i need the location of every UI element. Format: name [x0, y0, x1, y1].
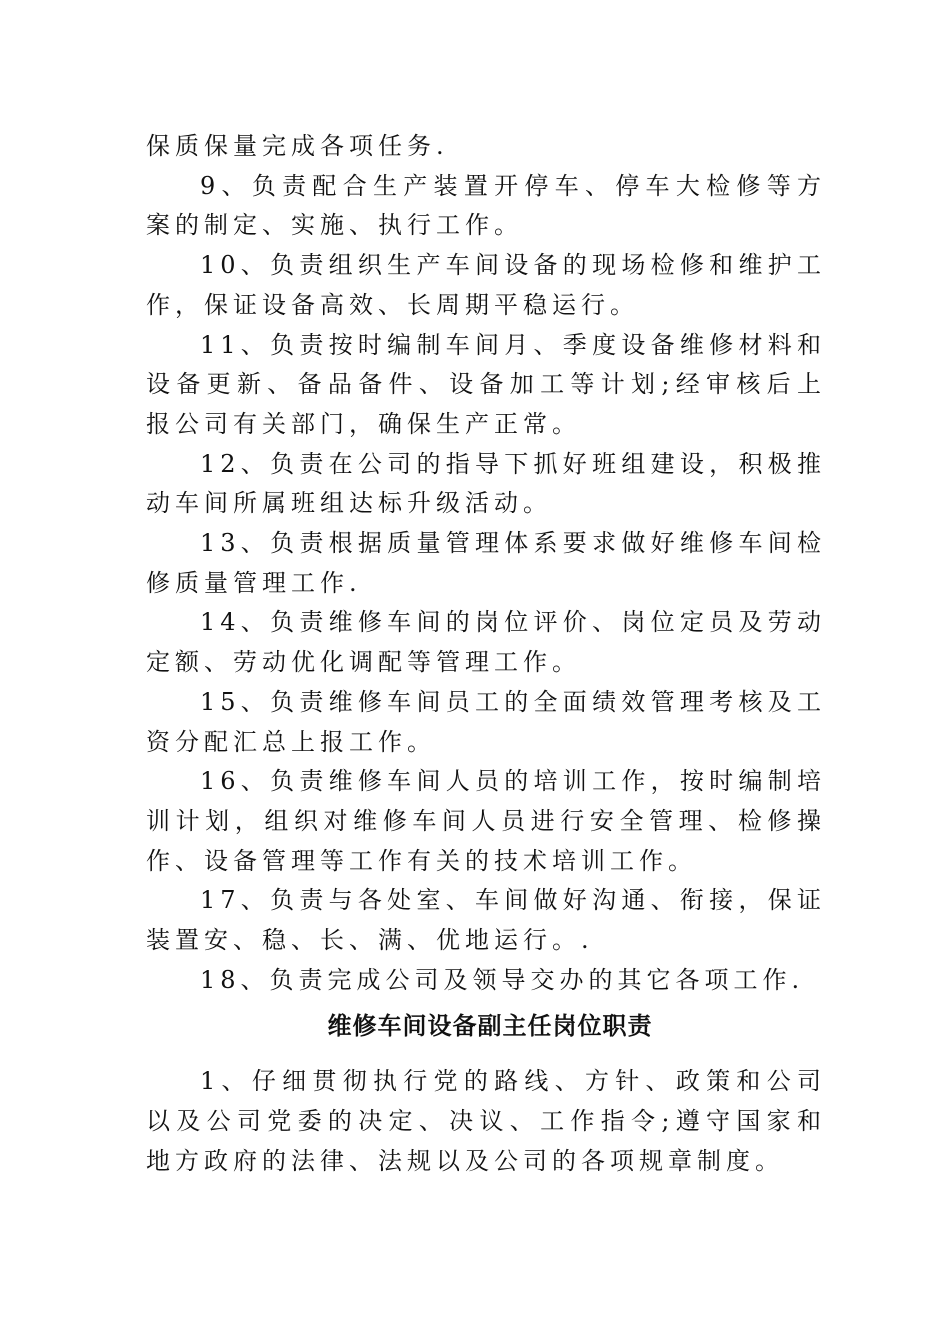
document-body [146, 127, 826, 1182]
duty-item-17: 17、负责与各处室、车间做好沟通、衔接，保证装置安、稳、长、满、优地运行。. [146, 886, 826, 955]
duty-item-16: 16、负责维修车间人员的培训工作，按时编制培训计划，组织对维修车间人员进行安全管理、检修操作、设备管理等工作有关的技术培训工作。 [146, 767, 826, 875]
duty-item-9: 9、负责配合生产装置开停车、停车大检修等方案的制定、实施、执行工作。 [146, 171, 826, 240]
duty-item-12: 12、负责在公司的指导下抓好班组建设，积极推动车间所属班组达标升级活动。 [146, 449, 826, 518]
duty-item-14: 14、负责维修车间的岗位评价、岗位定员及劳动定额、劳动优化调配等管理工作。 [146, 608, 826, 677]
continuation-paragraph: 保质保量完成各项任务. [146, 132, 449, 160]
section-duty-item-1: 1、仔细贯彻执行党的路线、方针、政策和公司以及公司党委的决定、决议、工作指令;遵守国家和地方政府的法律、法规以及公司的各项规章制度。 [146, 1067, 826, 1175]
section-title: 维修车间设备副主任岗位职责 [327, 1012, 653, 1041]
duty-item-10: 10、负责组织生产车间设备的现场检修和维护工作，保证设备高效、长周期平稳运行。 [146, 251, 826, 319]
duty-item-13: 13、负责根据质量管理体系要求做好维修车间检修质量管理工作. [146, 529, 826, 597]
duty-item-18: 18、负责完成公司及领导交办的其它各项工作. [200, 965, 805, 994]
duty-item-11: 11、负责按时编制车间月、季度设备维修材料和设备更新、备品备件、设备加工等计划;经审核后上报公司有关部门，确保生产正常。 [146, 330, 826, 438]
duty-item-15: 15、负责维修车间员工的全面绩效管理考核及工资分配汇总上报工作。 [146, 687, 826, 756]
